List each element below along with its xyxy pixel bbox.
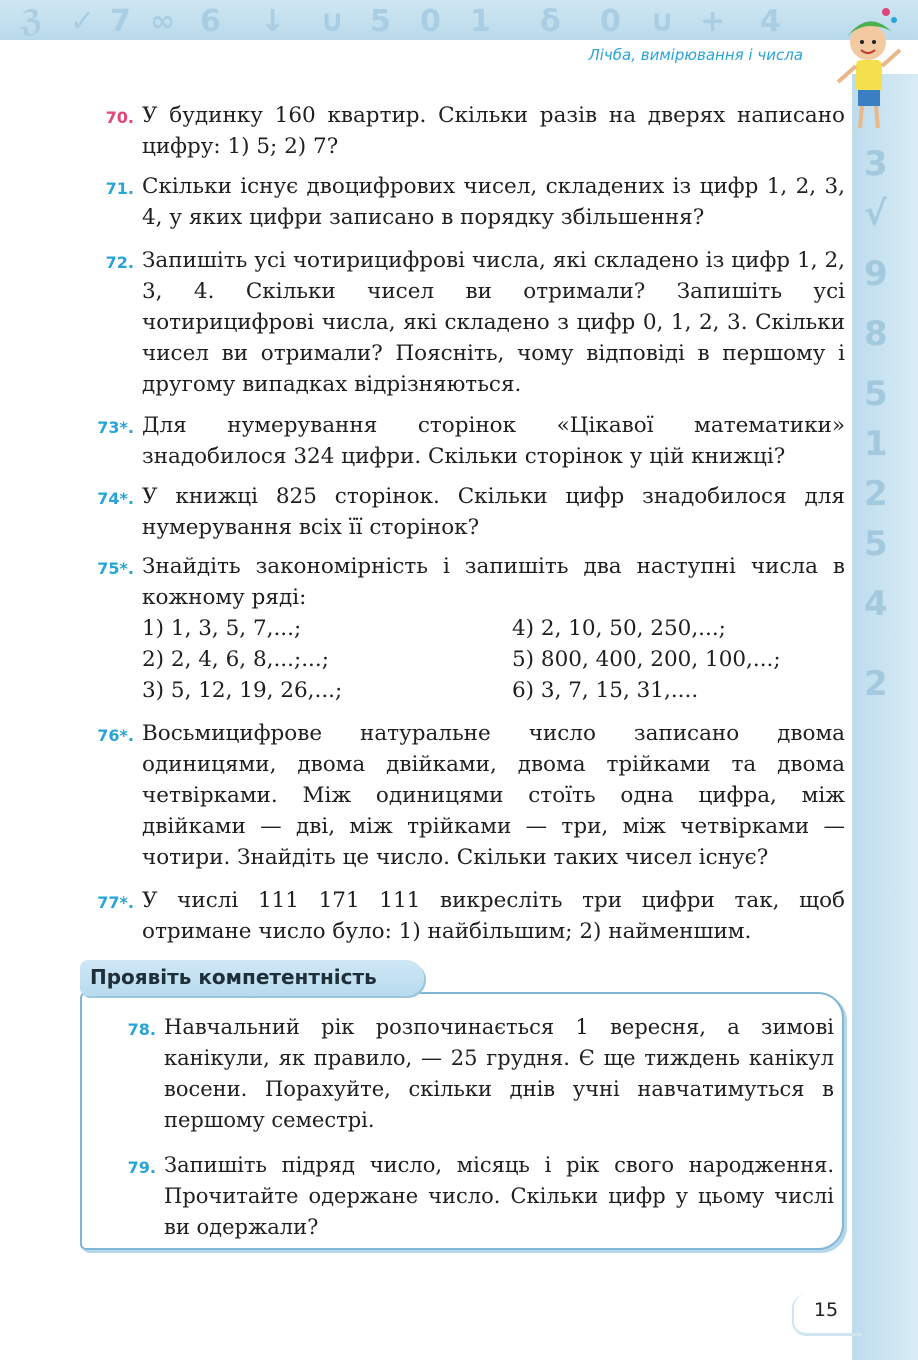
problem-number: 79. [127, 1158, 156, 1177]
side-decorative-band: 3 √ 9 8 5 1 2 5 4 2 [852, 74, 918, 1360]
sequence-item: 3) 5, 12, 19, 26,...; [142, 678, 343, 703]
page-number: 15 [813, 1299, 839, 1321]
problem-number: 70. [105, 108, 134, 127]
sequence-item: 6) 3, 7, 15, 31,.... [512, 678, 699, 703]
problem-73 [80, 410, 845, 472]
problem-number: 71. [105, 179, 134, 198]
problem-79 [102, 1150, 834, 1243]
problem-number: 75*. [97, 559, 134, 578]
competence-section-title: Проявіть компетентність [80, 960, 424, 996]
sequence-list [142, 613, 845, 706]
problem-text: У числі 111 171 111 викресліть три цифри так, щоб отримане число було: 1) найбільшим; 2) найменшим. [142, 888, 845, 944]
problem-number: 74*. [97, 489, 134, 508]
problem-text: Запишіть підряд число, місяць і рік свого народження. Прочитайте одержане число. Скільки цифр у цьому числі ви одержали? [164, 1153, 834, 1239]
problem-text: Для нумерування сторінок «Цікавої математики» знадобилося 324 цифри. Скільки сторінок у цій книжці? [142, 413, 845, 469]
problem-75 [80, 551, 845, 706]
problem-74 [80, 481, 845, 543]
sequence-item: 4) 2, 10, 50, 250,...; [512, 616, 726, 641]
problem-text: Навчальний рік розпочинається 1 вересня, а зимові канікули, як правило, — 25 грудня. Є ще тиждень канікул восени. Порахуйте, скільки днів учні навчатимуться в першому семестрі. [164, 1015, 834, 1132]
sequence-item: 1) 1, 3, 5, 7,...; [142, 616, 302, 641]
sequence-item: 5) 800, 400, 200, 100,...; [512, 647, 781, 672]
problem-number: 73*. [97, 418, 134, 437]
problem-76 [80, 718, 845, 873]
problem-text: У книжці 825 сторінок. Скільки цифр знадобилося для нумерування всіх її сторінок? [142, 484, 845, 540]
problem-77 [80, 885, 845, 947]
problem-71 [80, 171, 845, 233]
problem-text: Восьмицифрове натуральне число записано двома одиницями, двома двійками, двома трійками та двома четвірками. Між одиницями стоїть одна цифра, між двійками — дві, між трійками — три, між четвірками — чотири. Знайдіть це число. Скільки таких чисел існує? [142, 721, 845, 870]
page-header-title: Лічба, вимірювання і числа [588, 46, 803, 64]
sequence-item: 2) 2, 4, 6, 8,...;...; [142, 647, 329, 672]
problem-text: Знайдіть закономірність і запишіть два наступні числа в кожному ряді: [142, 554, 845, 610]
problem-number: 77*. [97, 893, 134, 912]
problem-text: Скільки існує двоцифрових чисел, складених із цифр 1, 2, 3, 4, у яких цифри записано в порядку збільшення? [142, 174, 845, 230]
top-decorative-band: ℨ ✓ 7 ∞ 6 ↓ ∪ 5 0 1 δ 0 ∪ + 4 [0, 0, 918, 40]
problem-number: 78. [127, 1020, 156, 1039]
problem-70 [80, 100, 845, 162]
problem-number: 76*. [97, 726, 134, 745]
competence-box [80, 992, 844, 1250]
problem-text: Запишіть усі чотирицифрові числа, які складено із цифр 1, 2, 3, 4. Скільки чисел ви отримали? Запишіть усі чотирицифрові числа, які складено з цифр 0, 1, 2, 3. Скільки чисел ви отримали? Поясніть, чому відповіді в першому і другому випадках відрізняються. [142, 248, 845, 397]
problem-72 [80, 245, 845, 400]
problem-number: 72. [105, 253, 134, 272]
problem-text: У будинку 160 квартир. Скільки разів на дверях написано цифру: 1) 5; 2) 7? [142, 103, 845, 159]
problem-78 [102, 1012, 834, 1136]
